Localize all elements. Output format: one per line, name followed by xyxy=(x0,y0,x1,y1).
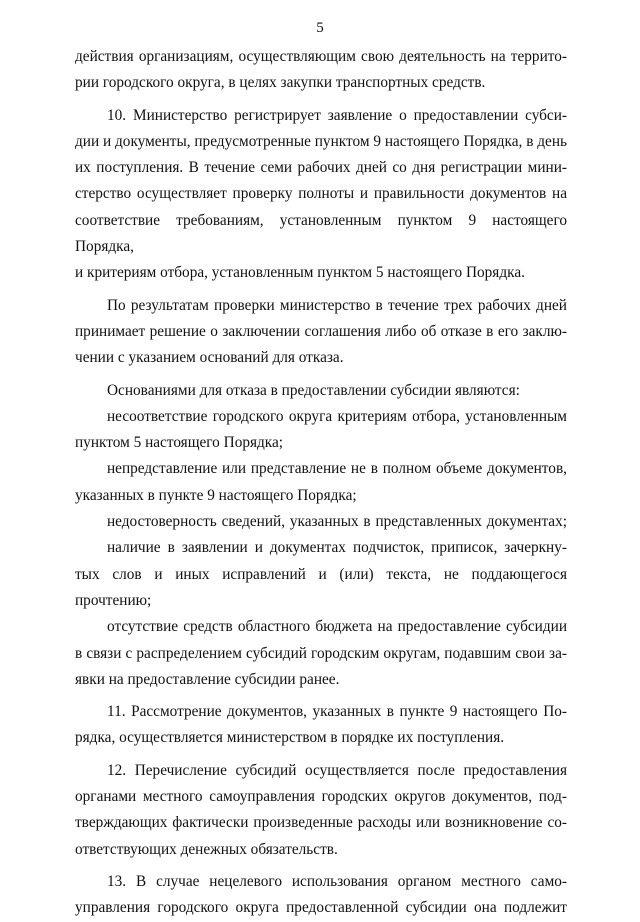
text-line: и критериям отбора, установленным пунктом 5 настоящего Порядка. xyxy=(75,264,525,282)
text-line: недостоверность сведений, указанных в представленных документах; xyxy=(107,513,567,531)
text-line: действия организациям, осуществляющим свою деятельность на террито- xyxy=(75,48,567,65)
text-line: рии городского округа, в целях закупки транспортных средств. xyxy=(75,74,486,92)
text-line: указанных в пункте 9 настоящего Порядка; xyxy=(75,486,357,504)
page-number: 5 xyxy=(316,20,324,36)
text-line: дии и документы, предусмотренные пунктом 9 настоящего Порядка, в день xyxy=(75,132,567,150)
text-line: явки на предоставление субсидии ранее. xyxy=(75,670,340,688)
text-line: принимает решение о заключении соглашения либо об отказе в его заклю- xyxy=(75,322,567,340)
text-line: отсутствие средств областного бюджета на предоставление субсидии xyxy=(107,618,567,636)
text-line: По результатам проверки министерство в течение трех рабочих дней xyxy=(107,296,567,314)
text-line: непредставление или представление не в полном объеме документов, xyxy=(107,460,567,478)
text-line: Основаниями для отказа в предоставлении субсидии являются: xyxy=(107,381,520,399)
text-line: тых слов и иных исправлений и (или) текста, не поддающегося прочтению; xyxy=(75,565,567,609)
text-line: управления городского округа предоставленной субсидии она подлежит xyxy=(75,899,567,917)
text-line: 12. Перечисление субсидий осуществляется после предоставления xyxy=(107,761,567,779)
text-line: тверждающих фактически произведенные расходы или возникновение со- xyxy=(75,814,567,832)
text-line: 10. Министерство регистрирует заявление о предоставлении субси- xyxy=(107,106,567,124)
text-line: наличие в заявлении и документах подчисток, приписок, зачеркну- xyxy=(107,539,567,557)
text-line: ответствующих денежных обязательств. xyxy=(75,840,338,858)
text-line: 11. Рассмотрение документов, указанных в пункте 9 настоящего По- xyxy=(107,703,567,721)
text-line: пунктом 5 настоящего Порядка; xyxy=(75,434,284,452)
text-line: их поступления. В течение семи рабочих дней со дня регистрации мини- xyxy=(75,159,567,177)
text-line: 13. В случае нецелевого использования органом местного само- xyxy=(107,872,567,890)
text-line: несоответствие городского округа критериям отбора, установленным xyxy=(107,407,567,425)
text-line: рядка, осуществляется министерством в порядке их поступления. xyxy=(75,729,505,747)
text-line: чении с указанием оснований для отказа. xyxy=(75,349,344,367)
text-line: стерство осуществляет проверку полноты и правильности документов на xyxy=(75,185,567,203)
text-line: в связи с распределением субсидий городским округам, подавшим свои за- xyxy=(75,644,567,662)
text-line: органами местного самоуправления городских округов документов, под- xyxy=(75,788,567,806)
text-line: соответствие требованиям, установленным пунктом 9 настоящего Порядка, xyxy=(75,211,567,256)
document-body xyxy=(75,44,567,922)
